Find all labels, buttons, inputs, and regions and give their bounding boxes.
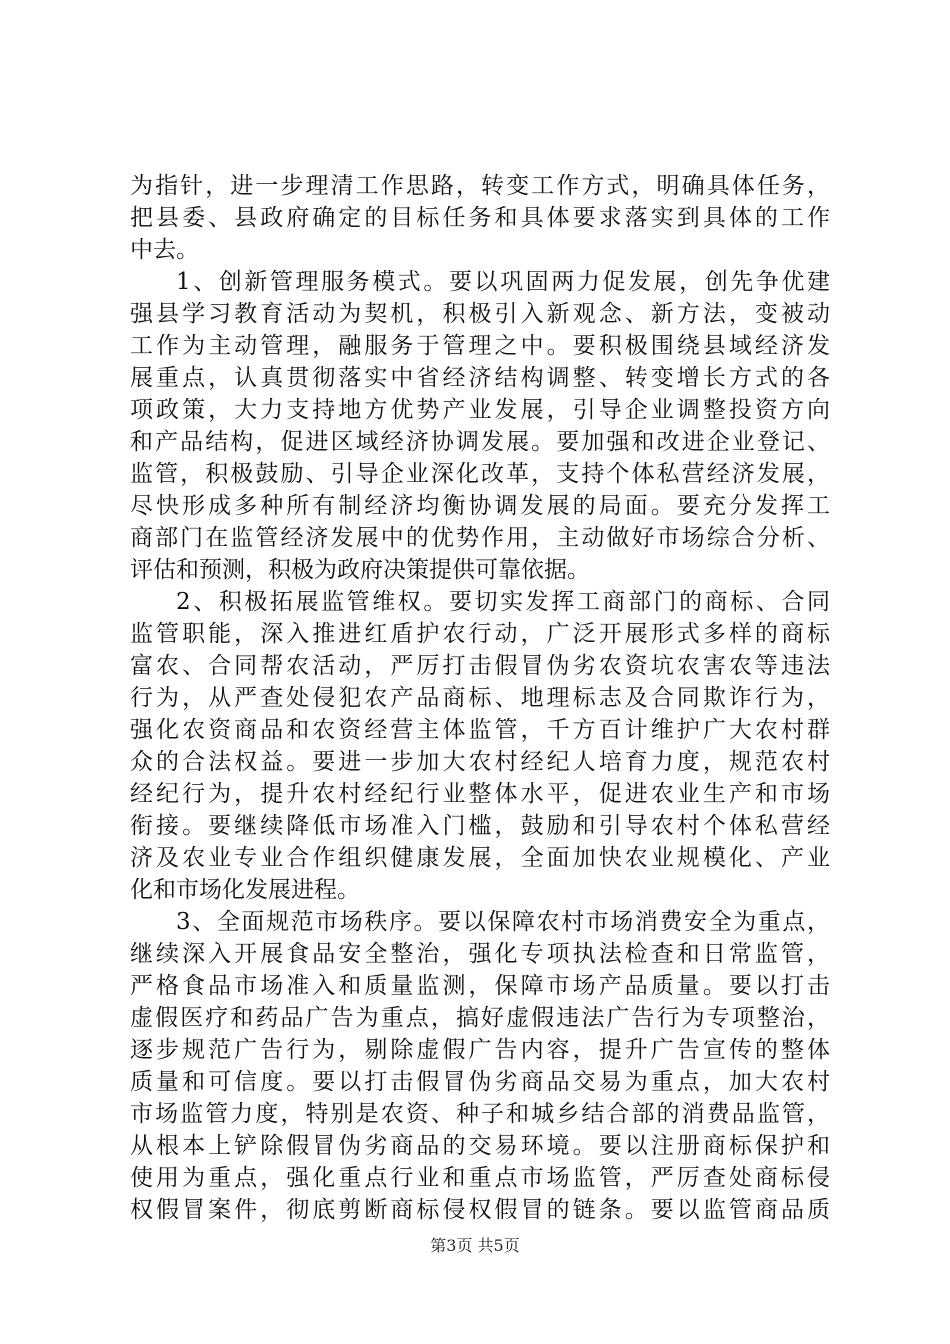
text-line: 2、积极拓展监管维权。要切实发挥工商部门的商标、合同 (176, 589, 830, 615)
text-line: 经纪行为，提升农村经纪行业整体水平，促进农业生产和市场 (130, 781, 830, 807)
text-line: 为指针，进一步理清工作思路，转变工作方式，明确具体任务， (130, 173, 830, 199)
text-line: 质量和可信度。要以打击假冒伪劣商品交易为重点，加大农村 (130, 1069, 830, 1095)
paragraph (130, 586, 830, 906)
text-line: 和产品结构，促进区域经济协调发展。要加强和改进企业登记、 (130, 429, 830, 455)
text-line: 1、创新管理服务模式。要以巩固两力促发展，创先争优建 (176, 269, 830, 295)
text-line: 尽快形成多种所有制经济均衡协调发展的局面。要充分发挥工 (130, 493, 830, 519)
text-line: 3、全面规范市场秩序。要以保障农村市场消费安全为重点， (176, 909, 830, 935)
text-line: 监管，积极鼓励、引导企业深化改革，支持个体私营经济发展， (130, 461, 830, 487)
text-line: 逐步规范广告行为，剔除虚假广告内容，提升广告宣传的整体 (130, 1037, 830, 1063)
page-footer: 第3页 共5页 (430, 1236, 520, 1255)
text-line: 行为，从严查处侵犯农产品商标、地理标志及合同欺诈行为， (130, 685, 830, 711)
text-line: 评估和预测，积极为政府决策提供可靠依据。 (130, 557, 590, 583)
text-line: 商部门在监管经济发展中的优势作用，主动做好市场综合分析、 (130, 525, 830, 551)
text-line: 展重点，认真贯彻落实中省经济结构调整、转变增长方式的各 (130, 365, 830, 391)
text-line: 虚假医疗和药品广告为重点，搞好虚假违法广告行为专项整治， (130, 1005, 830, 1031)
paragraph (130, 906, 830, 1226)
text-line: 权假冒案件，彻底剪断商标侵权假冒的链条。要以监管商品质 (130, 1197, 830, 1223)
text-line: 济及农业专业合作组织健康发展，全面加快农业规模化、产业 (130, 845, 830, 871)
text-line: 从根本上铲除假冒伪劣商品的交易环境。要以注册商标保护和 (130, 1133, 830, 1159)
paragraph (130, 170, 830, 266)
text-line: 中去。 (130, 237, 199, 263)
text-line: 使用为重点，强化重点行业和重点市场监管，严厉查处商标侵 (130, 1165, 830, 1191)
text-line: 强化农资商品和农资经营主体监管，千方百计维护广大农村群 (130, 717, 830, 743)
text-line: 把县委、县政府确定的目标任务和具体要求落实到具体的工作 (130, 205, 830, 231)
paragraph (130, 266, 830, 586)
text-line: 市场监管力度，特别是农资、种子和城乡结合部的消费品监管， (130, 1101, 830, 1127)
text-line: 富农、合同帮农活动，严厉打击假冒伪劣农资坑农害农等违法 (130, 653, 830, 679)
text-line: 严格食品市场准入和质量监测，保障市场产品质量。要以打击 (130, 973, 830, 999)
text-line: 化和市场化发展进程。 (130, 877, 360, 903)
document-body (130, 170, 830, 1226)
text-line: 衔接。要继续降低市场准入门槛，鼓励和引导农村个体私营经 (130, 813, 830, 839)
text-line: 众的合法权益。要进一步加大农村经纪人培育力度，规范农村 (130, 749, 830, 775)
text-line: 继续深入开展食品安全整治，强化专项执法检查和日常监管， (130, 941, 830, 967)
text-line: 监管职能，深入推进红盾护农行动，广泛开展形式多样的商标 (130, 621, 830, 647)
text-line: 强县学习教育活动为契机，积极引入新观念、新方法，变被动 (130, 301, 830, 327)
text-line: 工作为主动管理，融服务于管理之中。要积极围绕县域经济发 (130, 333, 830, 359)
text-line: 项政策，大力支持地方优势产业发展，引导企业调整投资方向 (130, 397, 830, 423)
